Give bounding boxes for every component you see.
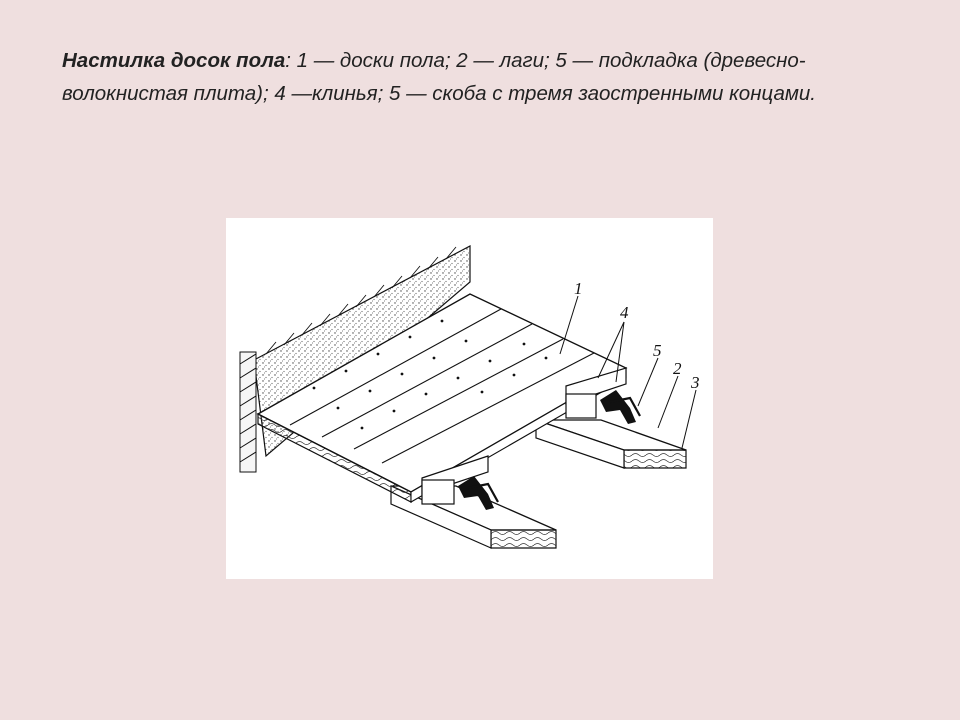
callout-2: 2 bbox=[673, 359, 682, 378]
caption-title: Настилка досок пола bbox=[62, 49, 286, 72]
callout-3: 3 bbox=[691, 373, 700, 392]
floor-installation-diagram bbox=[226, 218, 713, 579]
callout-1: 1 bbox=[574, 279, 583, 298]
caption-text: : 1 — доски пола; 2 — лаги; 5 — подкладка (древесно-волокнистая плита); 4 —клинья; 5 — скоба с тремя заостренными концами. bbox=[62, 49, 816, 105]
callout-5: 5 bbox=[653, 341, 662, 360]
slide-caption bbox=[62, 44, 842, 110]
callout-4: 4 bbox=[620, 303, 629, 322]
